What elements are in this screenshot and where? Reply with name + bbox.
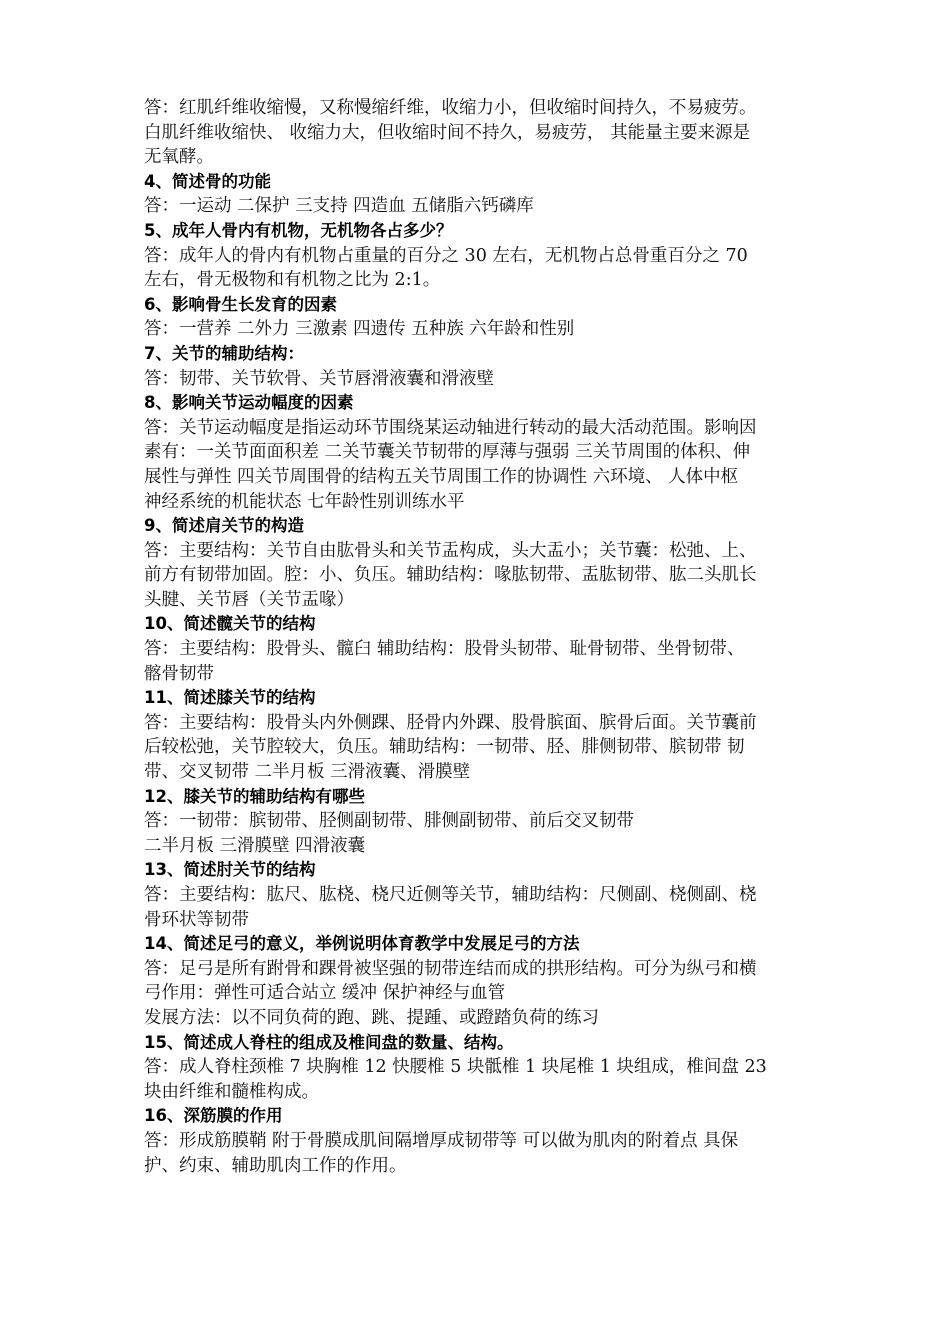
answer-line: 答：主要结构：肱尺、肱桡、桡尺近侧等关节，辅助结构：尺侧副、桡侧副、桡 bbox=[144, 885, 757, 905]
answer-line: 白肌纤维收缩快、 收缩力大，但收缩时间不持久，易疲劳， 其能量主要来源是 bbox=[144, 122, 751, 143]
answer-line: 答：韧带、关节软骨、关节唇滑液囊和滑液壁 bbox=[144, 368, 494, 389]
answer-line: 护、约束、辅助肌肉工作的作用。 bbox=[144, 1155, 407, 1176]
answer-line: 左右，骨无极物和有机物之比为 2:1。 bbox=[144, 270, 441, 291]
answer-line: 答：主要结构：关节自由肱骨头和关节盂构成，头大盂小；关节囊：松弛、上、 bbox=[144, 540, 757, 561]
answer-line: 答：一韧带：膑韧带、胫侧副韧带、腓侧副韧带、前后交叉韧带 bbox=[144, 811, 634, 832]
question-heading: 10、简述髋关节的结构 bbox=[144, 614, 316, 634]
answer-line: 答：足弓是所有跗骨和踝骨被坚强的韧带连结而成的拱形结构。可分为纵弓和横 bbox=[144, 958, 757, 979]
question-heading: 4、简述骨的功能 bbox=[144, 171, 271, 191]
answer-line: 答：红肌纤维收缩慢，又称慢缩纤维，收缩力小，但收缩时间持久，不易疲劳。 bbox=[144, 98, 757, 118]
answer-line: 骨环状等韧带 bbox=[144, 909, 249, 930]
answer-line: 答：一营养 二外力 三激素 四遗传 五种族 六年龄和性别 bbox=[144, 319, 575, 340]
answer-line: 带、交叉韧带 二半月板 三滑液囊、滑膜壁 bbox=[144, 762, 471, 783]
answer-line: 展性与弹性 四关节周围骨的结构五关节周围工作的协调性 六环境、 人体中枢 bbox=[144, 466, 739, 487]
document-page bbox=[144, 96, 816, 1178]
answer-line: 头腱、关节唇（关节盂喙） bbox=[144, 589, 354, 610]
question-heading: 8、影响关节运动幅度的因素 bbox=[144, 393, 354, 413]
answer-line: 答：主要结构：股骨头、髋臼 辅助结构：股骨头韧带、耻骨韧带、坐骨韧带、 bbox=[144, 639, 745, 660]
answer-line: 答：成人脊柱颈椎 7 块胸椎 12 快腰椎 5 块骶椎 1 块尾椎 1 块组成，椎间盘 23 bbox=[144, 1057, 767, 1078]
answer-line: 弓作用：弹性可适合站立 缓冲 保护神经与血管 bbox=[144, 983, 506, 1004]
question-heading: 7、关节的辅助结构： bbox=[144, 343, 304, 363]
question-heading: 13、简述肘关节的结构 bbox=[144, 860, 316, 880]
answer-line: 答：成年人的骨内有机物占重量的百分之 30 左右，无机物占总骨重百分之 70 bbox=[144, 245, 748, 266]
question-heading: 6、影响骨生长发育的因素 bbox=[144, 294, 337, 314]
answer-line: 神经系统的机能状态 七年龄性别训练水平 bbox=[144, 491, 465, 512]
answer-line: 后较松弛，关节腔较大，负压。辅助结构：一韧带、胫、腓侧韧带、膑韧带 韧 bbox=[144, 737, 745, 758]
answer-line: 答：形成筋膜鞘 附于骨膜成肌间隔增厚成韧带等 可以做为肌肉的附着点 具保 bbox=[144, 1130, 739, 1151]
answer-line: 二半月板 三滑膜壁 四滑液囊 bbox=[144, 835, 366, 856]
question-heading: 5、成年人骨内有机物，无机物各占多少？ bbox=[144, 220, 453, 240]
answer-line: 发展方法：以不同负荷的跑、跳、提踵、或蹬踏负荷的练习 bbox=[144, 1007, 599, 1028]
question-heading: 16、深筋膜的作用 bbox=[144, 1106, 283, 1126]
answer-line: 答：主要结构：股骨头内外侧踝、胫骨内外踝、股骨膑面、膑骨后面。关节囊前 bbox=[144, 712, 757, 733]
question-heading: 11、简述膝关节的结构 bbox=[144, 688, 316, 708]
answer-line: 块由纤维和髓椎构成。 bbox=[144, 1081, 319, 1102]
answer-line: 答：关节运动幅度是指运动环节围绕某运动轴进行转动的最大活动范围。影响因 bbox=[144, 417, 757, 438]
answer-line: 素有：一关节面面积差 二关节囊关节韧带的厚薄与强弱 三关节周围的体积、伸 bbox=[144, 442, 751, 463]
question-heading: 9、简述肩关节的构造 bbox=[144, 516, 304, 536]
question-heading: 15、简述成人脊柱的组成及椎间盘的数量、结构。 bbox=[144, 1032, 514, 1052]
answer-line: 答：一运动 二保护 三支持 四造血 五储脂六钙磷库 bbox=[144, 196, 534, 217]
answer-line: 髂骨韧带 bbox=[144, 663, 214, 684]
question-heading: 12、膝关节的辅助结构有哪些 bbox=[144, 786, 365, 806]
answer-line: 前方有韧带加固。腔：小、负压。辅助结构：喙肱韧带、盂肱韧带、肱二头肌长 bbox=[144, 565, 757, 586]
question-heading: 14、简述足弓的意义，举例说明体育教学中发展足弓的方法 bbox=[144, 934, 580, 954]
answer-line: 无氧酵。 bbox=[144, 147, 214, 168]
